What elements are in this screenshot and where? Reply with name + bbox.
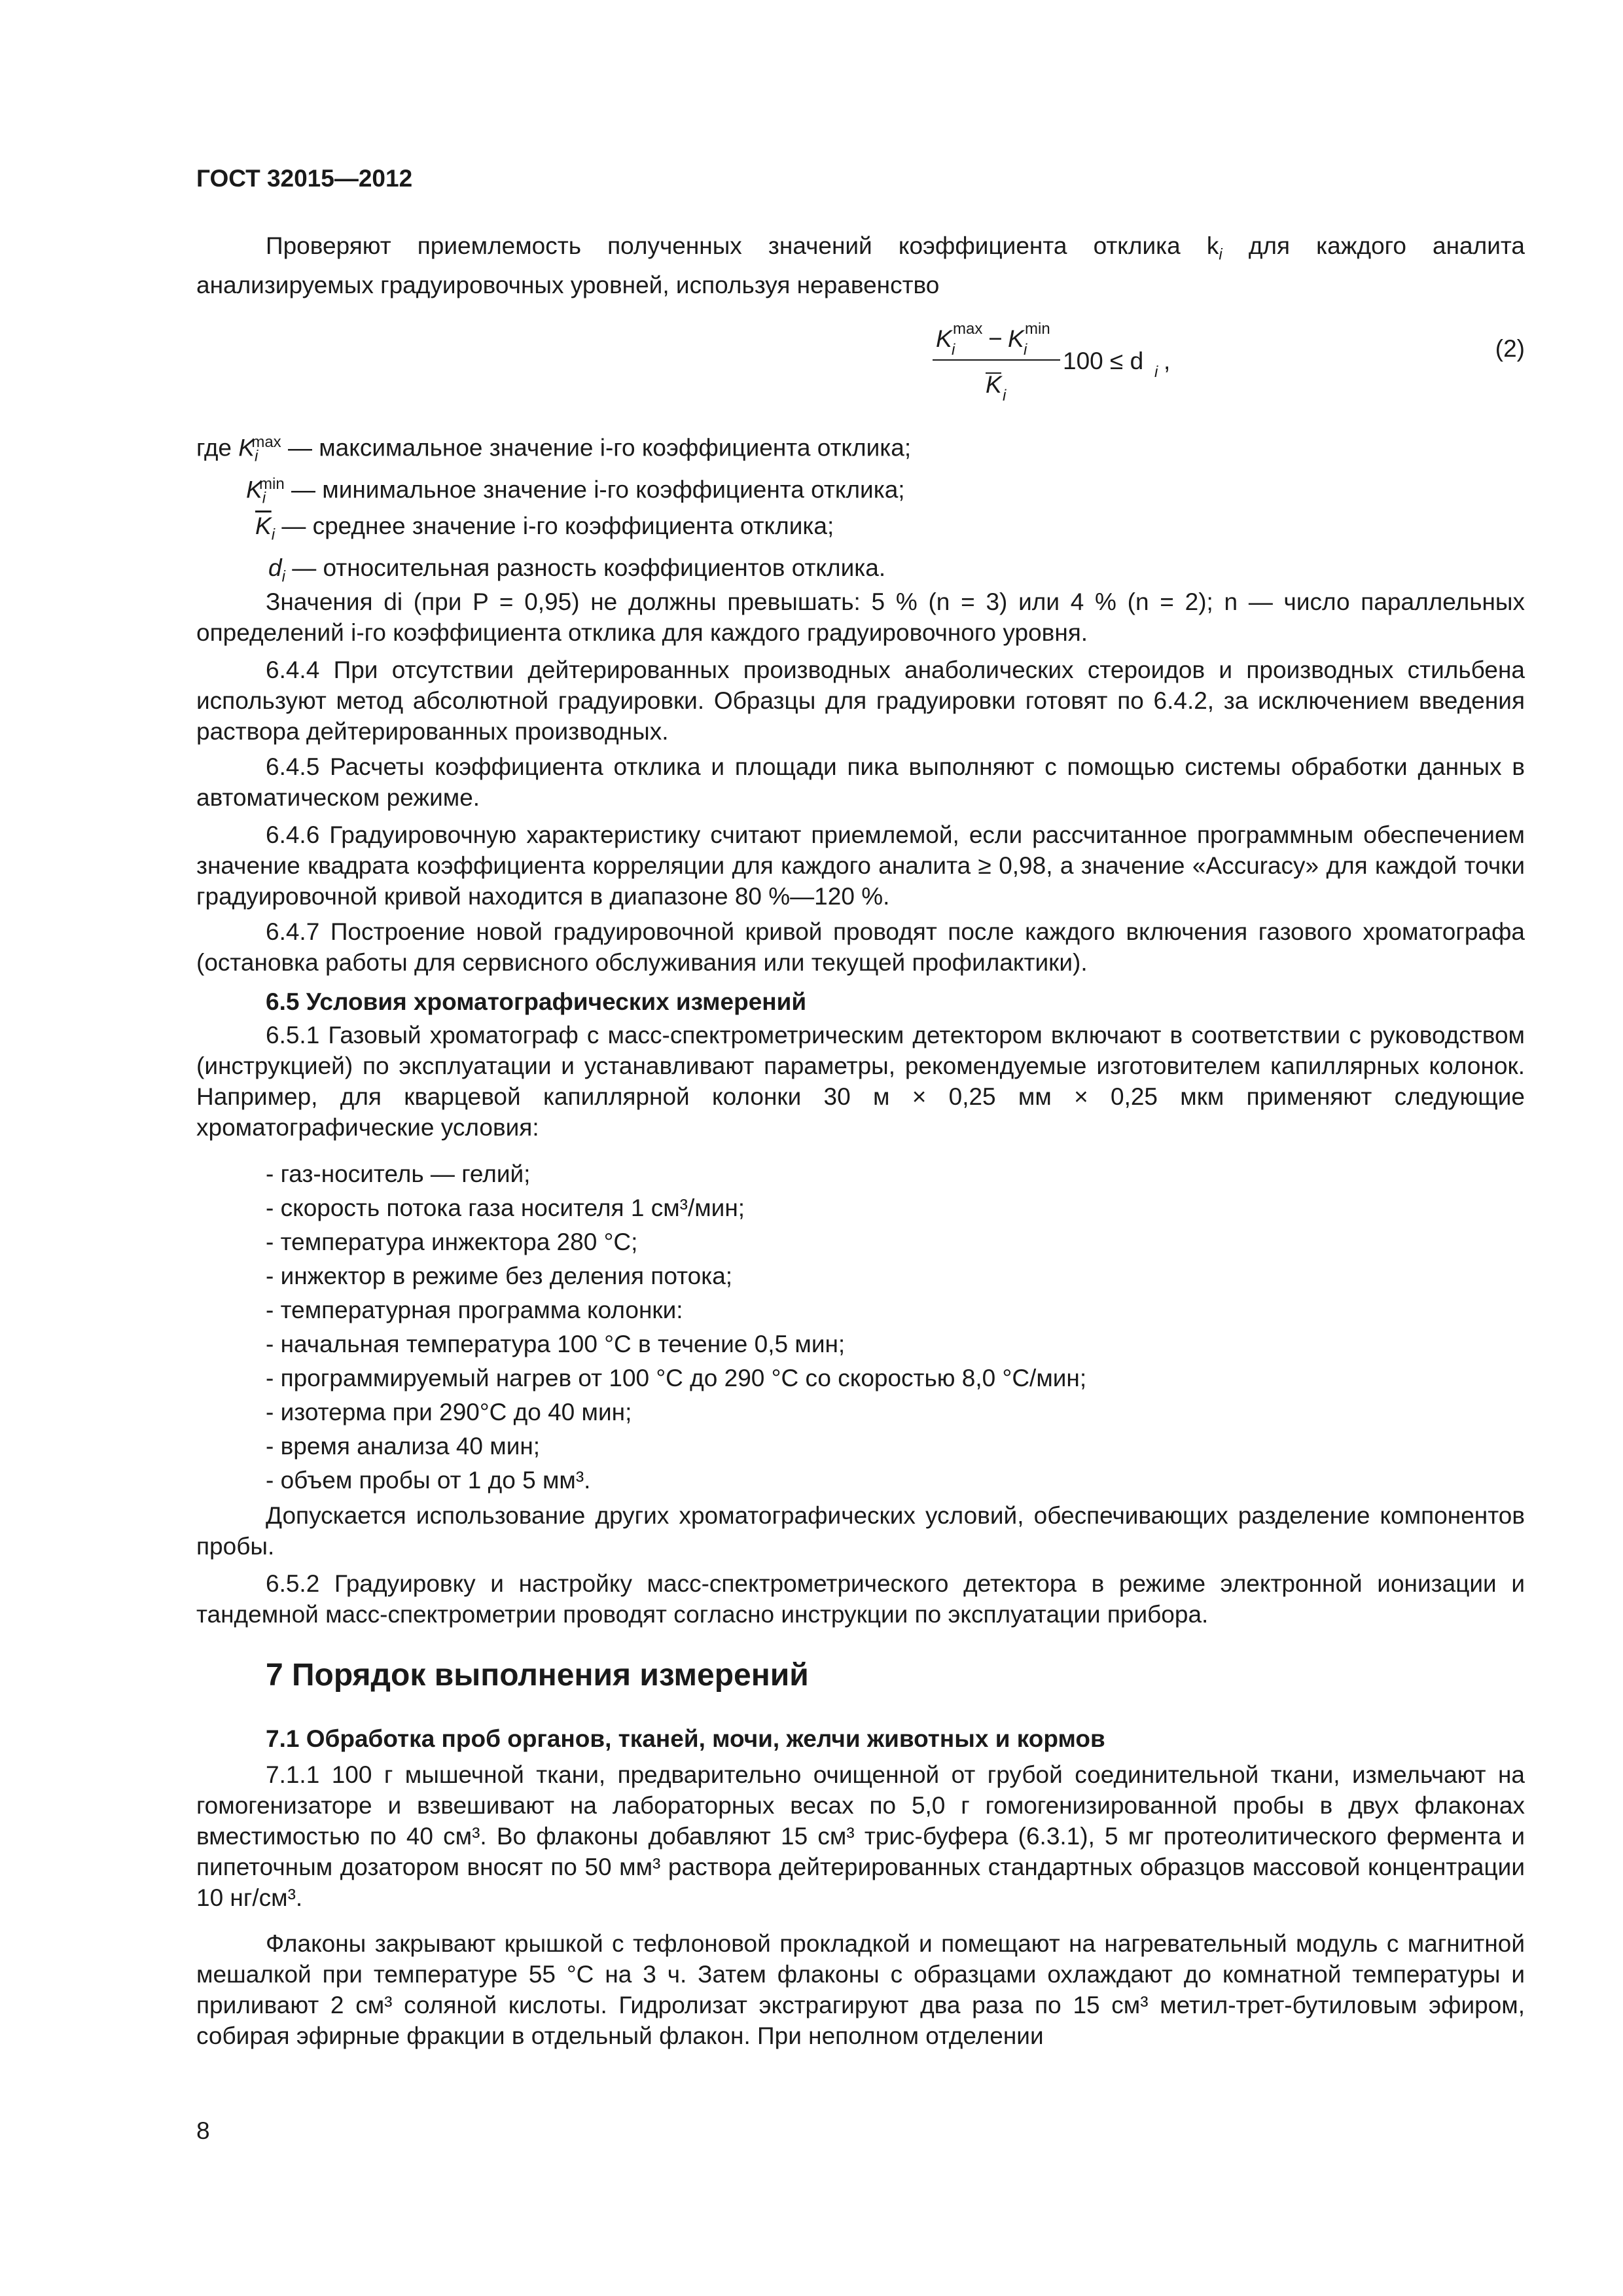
heading-6-5: 6.5 Условия хроматографических измерений (266, 988, 807, 1015)
condition-item: - время анализа 40 мин; (266, 1433, 541, 1460)
kmin-desc: — минимальное значение i-го коэффициента отклика; (291, 476, 905, 503)
rhs-text: 100 ≤ d (1063, 348, 1144, 374)
condition-item: - газ-носитель — гелий; (266, 1160, 531, 1187)
equation-2 (720, 314, 1178, 412)
d-sub: i (281, 567, 285, 586)
d-desc: — относительная разность коэффициентов отклика. (292, 554, 886, 581)
fraction-svg (720, 314, 1178, 412)
where-kmin: $K_i^{min}$ — минимальное значение i-го коэффициента отклика; (246, 475, 905, 507)
paragraph-6-4-7: 6.4.7 Построение новой градуировочной кривой проводят после каждого включения газового хроматографа (остановка работы для сервисного обслуживания или текущей профилактики). (196, 918, 1525, 976)
rhs-sub: i (1154, 363, 1158, 381)
paragraph-6-4-6: 6.4.6 Градуировочную характеристику считают приемлемой, если рассчитанное программным обеспечением значение квадрата коэффициента корреляции для каждого аналита ≥ 0,98, а значение «Accuracy» для каждой точки градуировочной кривой находится в диапазоне 80 %—120 %. (196, 821, 1525, 910)
paragraph-6-5-1: 6.5.1 Газовый хроматограф с масс-спектрометрическим детектором включают в соответствии с руководством (инструкцией) по эксплуатации и устанавливают параметры, рекомендуемые изготовителем капиллярных колонок. Например, для кварцевой капиллярной колонки 30 м × 0,25 мм × 0,25 мкм применяют следующие хроматографические условия: (196, 1022, 1525, 1141)
den-sub: i (1003, 387, 1007, 404)
intro-subscript: i (1219, 245, 1222, 264)
paragraph-6-5-2: 6.5.2 Градуировку и настройку масс-спектрометрического детектора в режиме электронной ионизации и тандемной масс-спектрометрии проводят согласно инструкции по эксплуатации прибора. (196, 1570, 1525, 1628)
num-right-sup: min (1025, 320, 1050, 338)
heading-7-1: 7.1 Обработка проб органов, тканей, мочи, желчи животных и кормов (266, 1725, 1105, 1752)
rhs-tail: , (1164, 348, 1171, 374)
heading-section-7: 7 Порядок выполнения измерений (266, 1658, 809, 1693)
paragraph-6-4-5: 6.4.5 Расчеты коэффициента отклика и площади пика выполняют с помощью системы обработки данных в автоматическом режиме. (196, 753, 1525, 811)
allowed-paragraph: Допускается использование других хроматографических условий, обеспечивающих разделение компонентов пробы. (196, 1502, 1525, 1560)
num-right-sub: i (1024, 341, 1027, 359)
paragraph-7-1-1: 7.1.1 100 г мышечной ткани, предварительно очищенной от грубой соединительной ткани, измельчают на гомогенизаторе и взвешивают на лабораторных весах по 5,0 г гомогенизированной пробы в двух флаконах вместимостью по 40 см³. Во флаконы добавляют 15 см³ трис-буфера (6.3.1), 5 мг протеолитического фермента и пипеточным дозатором вносят по 50 мм³ раствора дейтерированных стандартных образцов массовой концентрации 10 нг/см³. (196, 1761, 1525, 1911)
where-kmax: где $K_i^{max}$ — максимальное значение i-го коэффициента отклика; (196, 433, 912, 465)
num-minus: − (988, 325, 1003, 352)
kavg-desc: — среднее значение i-го коэффициента отклика; (281, 512, 834, 539)
condition-item: - инжектор в режиме без деления потока; (266, 1263, 733, 1289)
num-right-base: K (1008, 325, 1024, 352)
condition-item: - изотерма при 290°С до 40 мин; (266, 1399, 632, 1426)
where-lead: где (196, 434, 232, 461)
intro-text-tail: для каждого аналита анализируемых градуировочных уровней, используя неравенство (196, 232, 1525, 299)
where-kavg: $\overline{K}_i$ — среднее значение i-го коэффициента отклика; (255, 512, 834, 544)
vials-paragraph: Флаконы закрывают крышкой с тефлоновой прокладкой и помещают на нагревательный модуль с магнитной мешалкой при температуре 55 °С на 3 ч. Затем флаконы с образцами охлаждают до комнатной температуры и приливают 2 см³ соляной кислоты. Гидролизат экстрагируют два раза по 15 см³ метил-трет-бутиловым эфиром, собирая эфирные фракции в отдельный флакон. При неполном отделении (196, 1930, 1525, 2049)
paragraph-6-4-4: 6.4.4 При отсутствии дейтерированных производных анаболических стероидов и производных стильбена используют метод абсолютной градуировки. Образцы для градуировки готовят по 6.4.2, за исключением введения раствора дейтерированных производных. (196, 656, 1525, 745)
den-base: K (986, 371, 1002, 398)
equation-number: (2) (1495, 335, 1525, 362)
condition-item: - температурная программа колонки: (266, 1297, 683, 1323)
condition-item: - температура инжектора 280 °С; (266, 1229, 638, 1255)
document-header: ГОСТ 32015—2012 (196, 165, 413, 192)
values-note: Значения di (при P = 0,95) не должны превышать: 5 % (n = 3) или 4 % (n = 2); n — число параллельных определений i-го коэффициента отклика для каждого градуировочного уровня. (196, 588, 1525, 646)
condition-item: - объем пробы от 1 до 5 мм³. (266, 1467, 591, 1494)
condition-item: - начальная температура 100 °С в течение 0,5 мин; (266, 1331, 846, 1357)
d-base: d (268, 554, 282, 581)
intro-text: Проверяют приемлемость полученных значений коэффициента отклика k (266, 232, 1219, 259)
num-left-sub: i (952, 341, 955, 359)
num-left-base: K (936, 325, 952, 352)
intro-paragraph (196, 230, 1525, 300)
page-number: 8 (196, 2117, 210, 2144)
condition-item: - скорость потока газа носителя 1 см³/мин; (266, 1194, 745, 1221)
condition-item: - программируемый нагрев от 100 °С до 290 °С со скоростью 8,0 °С/мин; (266, 1365, 1087, 1391)
kmax-desc: — максимальное значение i-го коэффициента отклика; (287, 434, 912, 461)
num-left-sup: max (953, 320, 983, 338)
document-page (196, 0, 1525, 2296)
